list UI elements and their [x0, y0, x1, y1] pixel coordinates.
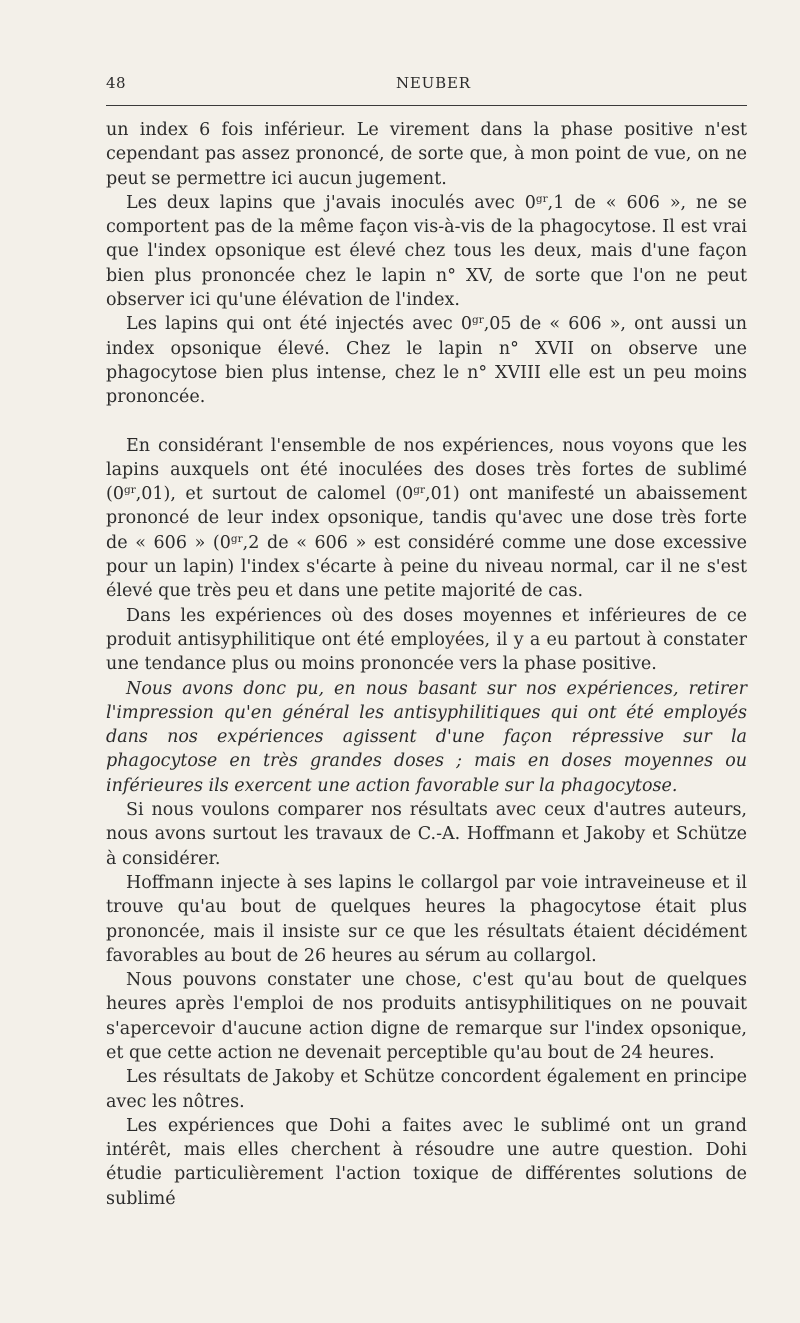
running-head: NEUBER [396, 74, 471, 92]
text-segment: un index 6 fois inférieur. Le virement dans la phase positive n'est cependant pas assez prononcé, de sorte que, à mon point de vue, on ne peut se permettre ici aucun jugement. [106, 120, 747, 189]
text-segment: ,01) ont manifesté un abaissement prononcé de leur index opsonique, tandis qu'avec une dose très forte de « 606 » (0 [106, 484, 747, 553]
unit-superscript: gr [123, 484, 136, 497]
page-number: 48 [106, 74, 127, 92]
unit-superscript: gr [230, 532, 243, 545]
text-segment: Les résultats de Jakoby et Schütze concordent également en principe avec les nôtres. [106, 1067, 747, 1112]
text-segment: ,1 de « 606 », ne se comportent pas de la même façon vis-à-vis de la phagocytose. Il est vrai que l'index opsonique est élevé chez tous les deux, mais d'une façon bien plus prononcée chez le lapin n° XV, de sorte que l'on ne peut observer ici qu'une élévation de l'index. [106, 192, 747, 311]
text-segment: ,01), et surtout de calomel (0 [135, 484, 414, 505]
text-segment: Dans les expériences où des doses moyennes et inférieures de ce produit antisyphilitique ont été employées, il y a eu partout à constater une tendance plus ou moins prononcée vers la phase positive. [106, 605, 747, 675]
text-segment: Nous pouvons constater une chose, c'est qu'au bout de quelques heures après l'emploi de nos produits antisyphilitiques on ne pouvait s'apercevoir d'aucune action digne de remarque sur l'index opsonique, et que cette action ne devenait perceptible qu'au bout de 24 heures. [106, 970, 747, 1063]
paragraph-p3 [106, 312, 747, 409]
text-segment: Les expériences que Dohi a faites avec le sublimé ont un grand intérêt, mais elles cherchent à résoudre une autre question. Dohi étudie particulièrement l'action toxique de différentes solutions de sublimé [106, 1115, 747, 1209]
paragraph-p11 [106, 1114, 747, 1211]
unit-superscript: gr [471, 314, 484, 327]
paragraph-p7 [106, 798, 747, 871]
unit-superscript: gr [535, 193, 548, 206]
paragraph-p2 [106, 191, 747, 312]
paragraph-p10 [106, 1065, 747, 1114]
body-text [106, 118, 747, 1211]
paragraph-p1 [106, 118, 747, 191]
text-segment: Les deux lapins que j'avais inoculés avec 0 [126, 192, 536, 213]
header-rule [106, 105, 747, 106]
text-segment: En considérant l'ensemble de nos expériences, nous voyons que les lapins auxquels ont été inoculées des doses très fortes de sublimé (0 [106, 435, 747, 505]
paragraph-p6 [106, 677, 747, 798]
paragraph-p5 [106, 604, 747, 677]
paragraph-p9 [106, 968, 747, 1065]
text-segment: ,2 de « 606 » est considéré comme une dose excessive pour un lapin) l'index s'écarte à peine du niveau normal, car il ne s'est élevé que très peu et dans une petite majorité de cas. [106, 532, 748, 602]
text-segment: Les lapins qui ont été injectés avec 0 [126, 314, 472, 335]
unit-superscript: gr [413, 484, 425, 497]
text-segment: Nous avons donc pu, en nous basant sur nos expériences, retirer l'impression qu'en général les antisyphilitiques qui ont été employés dans nos expériences agissent d'une façon répressive sur la phagocytose en très grandes doses ; mais en doses moyennes ou inférieures ils exercent une action favorable sur la phagocytose. [106, 678, 747, 796]
text-segment: ,05 de « 606 », ont aussi un index opsonique élevé. Chez le lapin n° XVII on observe une phagocytose bien plus intense, chez le n° XVIII elle est un peu moins prononcée. [106, 314, 747, 408]
paragraph-p8 [106, 871, 747, 968]
paragraph-p4 [106, 434, 747, 604]
page-header [106, 74, 747, 94]
text-segment: Si nous voulons comparer nos résultats avec ceux d'autres auteurs, nous avons surtout les travaux de C.-A. Hoffmann et Jakoby et Schütze à considérer. [106, 800, 747, 869]
text-segment: Hoffmann injecte à ses lapins le collargol par voie intraveineuse et il trouve qu'au bout de quelques heures la phagocytose était plus prononcée, mais il insiste sur ce que les résultats étaient décidément favorables au bout de 26 heures au sérum au collargol. [106, 872, 747, 966]
